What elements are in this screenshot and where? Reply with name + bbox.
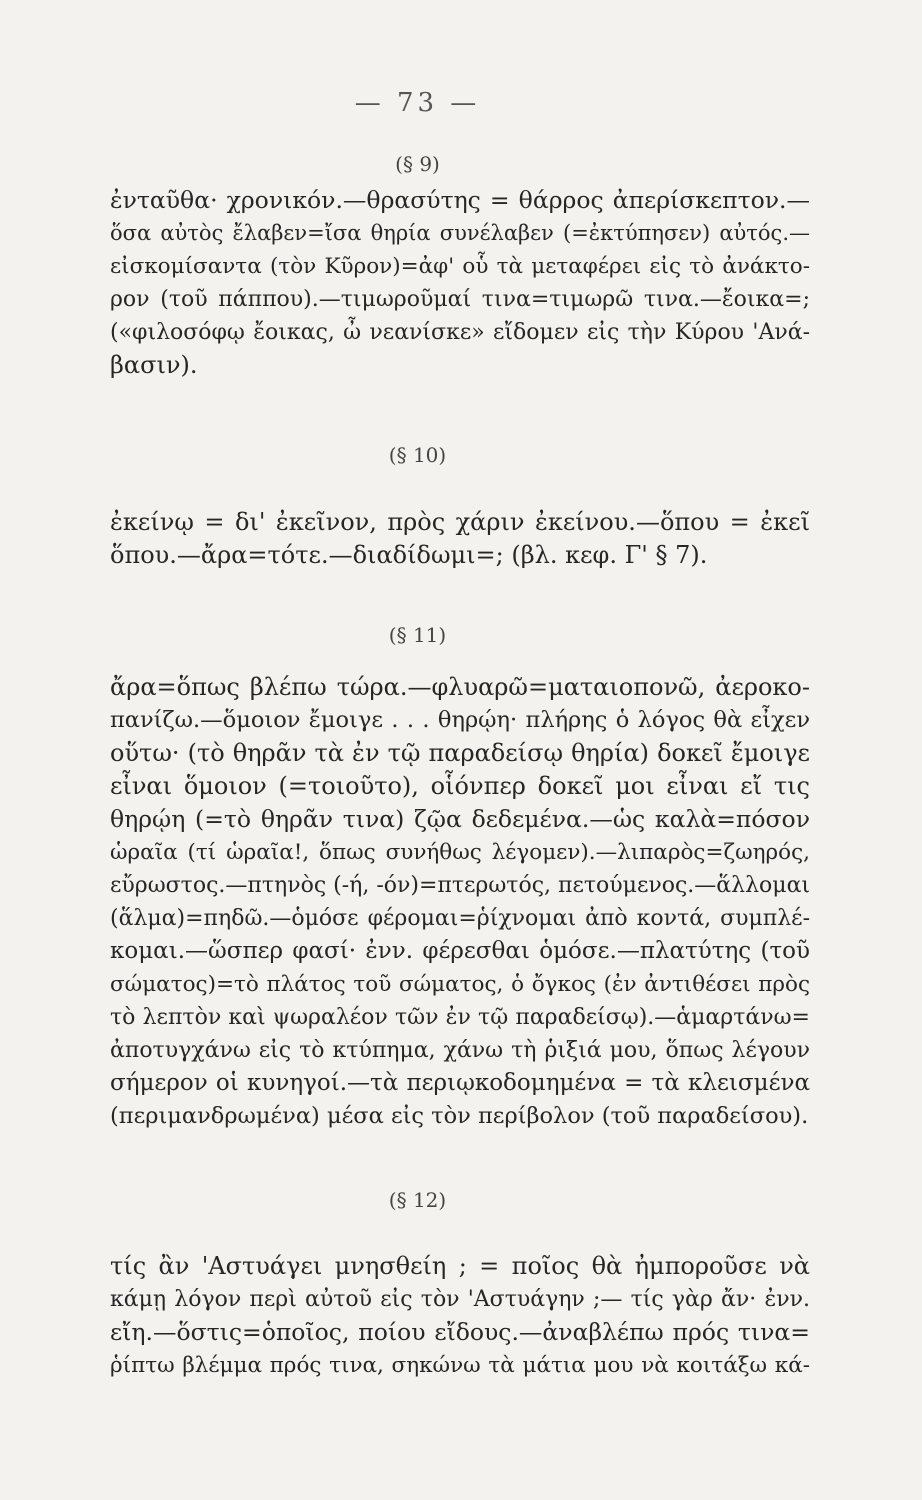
text-line: ἐνταῦθα· χρονικόν.—θρασύτης = θάρρος ἀπερίσκεπτον.— [110,186,810,214]
page-number: — 73 — [354,88,481,118]
text-line: ἐκείνῳ = δι' ἐκεῖνον, πρὸς χάριν ἐκείνου.—ὅπου = ἐκεῖ [110,508,810,536]
text-line: τίς ἂν 'Αστυάγει μνησθείη ; = ποῖος θὰ ἠμποροῦσε νὰ [110,1252,810,1280]
section-heading-9: (§ 9) [395,152,440,176]
section-9-text [110,184,810,382]
text-line: τὸ λεπτὸν καὶ ψωραλέον τῶν ἐν τῷ παραδείσῳ).—ἁμαρτάνω= [110,1005,810,1030]
text-line: ὅπου.—ἄρα=τότε.—διαδίδωμι=; (βλ. κεφ. Γ' § 7). [110,541,708,569]
text-line: βασιν). [110,351,198,379]
text-line: πανίζω.—ὅμοιον ἔμοιγε . . . θηρῴη· πλήρης ὁ λόγος θὰ εἶχεν [110,707,810,733]
text-line: εἴη.—ὅστις=ὁποῖος, ποίου εἴδους.—ἀναβλέπω πρός τινα= [110,1318,810,1346]
section-heading-11: (§ 11) [388,623,447,647]
text-line: θηρῴη (=τὸ θηρᾶν τινα) ζῷα δεδεμένα.—ὡς καλὰ=πόσον [110,805,810,833]
section-10-text [110,506,810,572]
text-line: ἄρα=ὅπως βλέπω τώρα.—φλυαρῶ=ματαιοπονῶ, ἀεροκο- [110,673,810,701]
text-line: κομαι.—ὥσπερ φασί· ἐνν. φέρεσθαι ὁμόσε.—πλατύτης (τοῦ [110,938,810,964]
text-line: εἶναι ὅμοιον (=τοιοῦτο), οἷόνπερ δοκεῖ μοι εἶναι εἴ τις [110,772,810,800]
text-line: σήμερον οἱ κυνηγοί.—τὰ περιῳκοδομημένα = τὰ κλεισμένα [110,1070,810,1096]
text-line: εὔρωστος.—πτηνὸς (-ή, -όν)=πτερωτός, πετούμενος.—ἅλλομαι [110,873,810,898]
text-line: ῥίπτω βλέμμα πρός τινα, σηκώνω τὰ μάτια μου νὰ κοιτάξω κά- [110,1353,810,1378]
section-heading-10: (§ 10) [388,443,447,467]
section-12-text [110,1250,810,1382]
text-line: εἰσκομίσαντα (τὸν Κῦρον)=ἀφ' οὗ τὰ μεταφέρει εἰς τὸ ἀνάκτο- [110,254,810,279]
text-line: («φιλοσόφῳ ἔοικας, ὦ νεανίσκε» εἴδομεν εἰς τὴν Κύρου 'Ανά- [110,320,810,345]
text-line: (ἅλμα)=πηδῶ.—ὁμόσε φέρομαι=ῥίχνομαι ἀπὸ κοντά, συμπλέ- [110,906,810,931]
text-line: οὕτω· (τὸ θηρᾶν τὰ ἐν τῷ παραδείσῳ θηρία) δοκεῖ ἔμοιγε [110,739,810,767]
text-line: ὡραῖα (τί ὡραῖα!, ὅπως συνήθως λέγομεν).—λιπαρὸς=ζωηρός, [110,840,810,865]
text-line: σώματος)=τὸ πλάτος τοῦ σώματος, ὁ ὄγκος (ἐν ἀντιθέσει πρὸς [110,972,810,997]
section-11-text [110,671,810,1133]
text-line: (περιμανδρωμένα) μέσα εἰς τὸν περίβολον (τοῦ παραδείσου). [110,1103,809,1129]
text-line: ἀποτυγχάνω εἰς τὸ κτύπημα, χάνω τὴ ῥιξιά μου, ὅπως λέγουν [110,1038,810,1063]
text-line: ὅσα αὐτὸς ἔλαβεν=ἴσα θηρία συνέλαβεν (=ἐκτύπησεν) αὐτός.— [110,221,810,245]
section-heading-12: (§ 12) [388,1188,447,1212]
text-line: κάμῃ λόγον περὶ αὐτοῦ εἰς τὸν 'Αστυάγην ;— τίς γὰρ ἄν· ἐνν. [110,1287,810,1312]
text-line: ρον (τοῦ πάππου).—τιμωροῦμαί τινα=τιμωρῶ τινα.—ἔοικα=; [110,287,810,312]
